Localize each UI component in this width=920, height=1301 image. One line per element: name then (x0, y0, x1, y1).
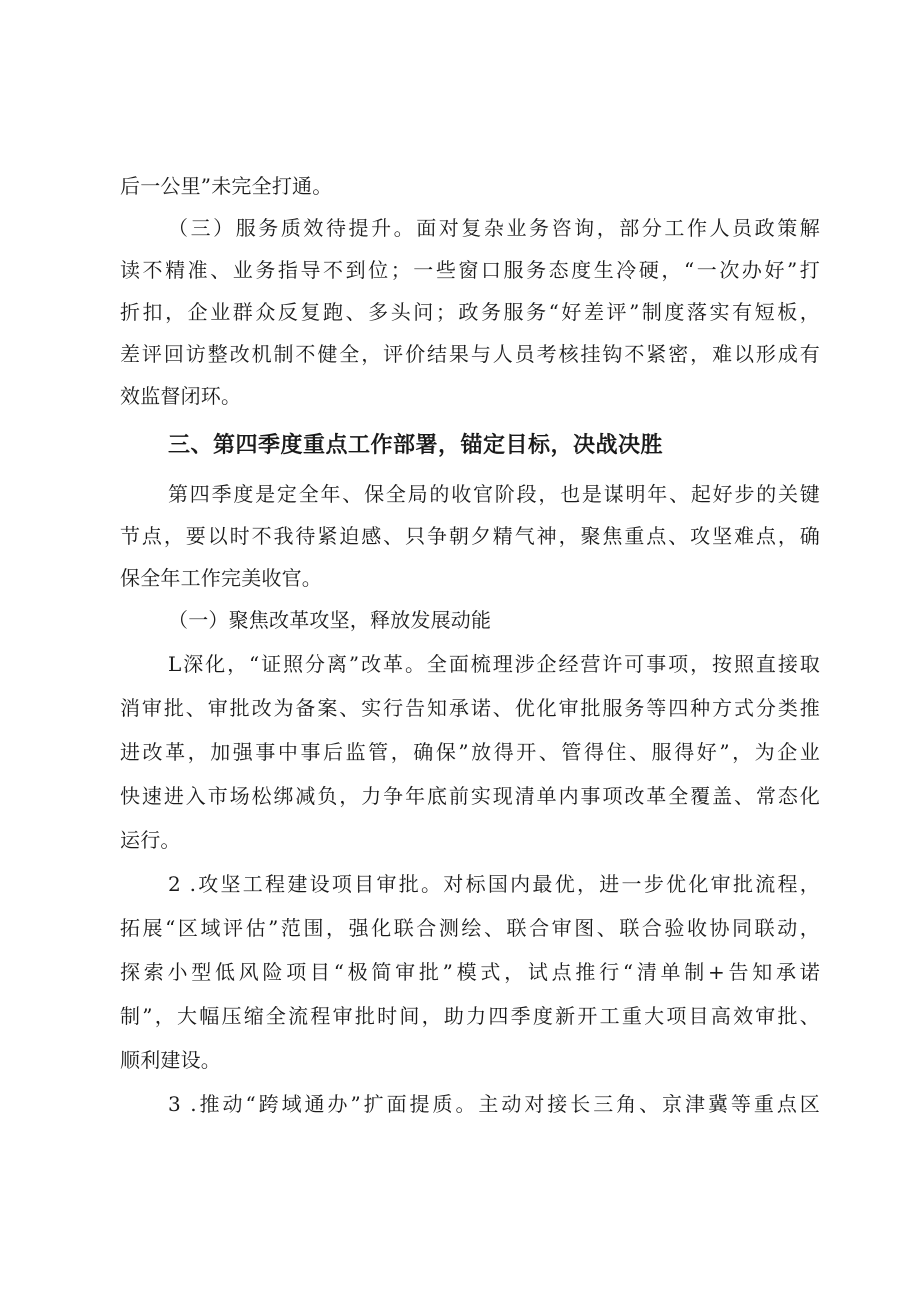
paragraph-line: 探索小型低风险项目“极简审批”模式，试点推行“清单制+告知承诺 (120, 960, 820, 984)
list-item-1-line: L深化，“证照分离”改革。全面梳理涉企经营许可事项，按照直接取 (168, 652, 820, 676)
chapter-heading: 三、第四季度重点工作部署，锚定目标，决战决胜 (168, 433, 664, 458)
section-3-heading-line: （三）服务质效待提升。面对复杂业务咨询，部分工作人员政策解 (168, 216, 820, 240)
paragraph-line: 拓展“区域评估”范围，强化联合测绘、联合审图、联合验收协同联动， (120, 916, 820, 940)
paragraph-line: 制”，大幅压缩全流程审批时间，助力四季度新开工重大项目高效审批、 (120, 1004, 820, 1028)
paragraph-line: 差评回访整改机制不健全，评价结果与人员考核挂钩不紧密，难以形成有 (120, 342, 820, 366)
paragraph-line: 折扣，企业群众反复跑、多头问；政务服务“好差评”制度落实有短板， (120, 300, 820, 324)
paragraph-line: 后一公里”未完全打通。 (120, 174, 333, 198)
paragraph-line: 顺利建设。 (120, 1048, 221, 1072)
list-item-3-line: 3 .推动“跨域通办”扩面提质。主动对接长三角、京津冀等重点区 (168, 1092, 820, 1116)
paragraph-line: 效监督闭环。 (120, 384, 242, 408)
list-item-2-line: 2 .攻坚工程建设项目审批。对标国内最优，进一步优化审批流程， (168, 872, 820, 896)
paragraph-line: 保全年工作完美收官。 (120, 566, 322, 590)
paragraph-line: 进改革，加强事中事后监管，确保”放得开、管得住、服得好”，为企业 (120, 740, 820, 764)
subsection-heading: （一）聚焦改革攻坚，释放发展动能 (168, 608, 492, 632)
paragraph-line: 快速进入市场松绑减负，力争年底前实现清单内事项改革全覆盖、常态化 (120, 784, 820, 808)
paragraph-line: 第四季度是定全年、保全局的收官阶段，也是谋明年、起好步的关键 (168, 482, 820, 506)
paragraph-line: 读不精准、业务指导不到位；一些窗口服务态度生冷硬，“一次办好”打 (120, 258, 820, 282)
paragraph-line: 节点，要以时不我待紧迫感、只争朝夕精气神，聚焦重点、攻坚难点，确 (120, 524, 820, 548)
paragraph-line: 运行。 (120, 828, 181, 852)
paragraph-line: 消审批、审批改为备案、实行告知承诺、优化审批服务等四种方式分类推 (120, 696, 820, 720)
